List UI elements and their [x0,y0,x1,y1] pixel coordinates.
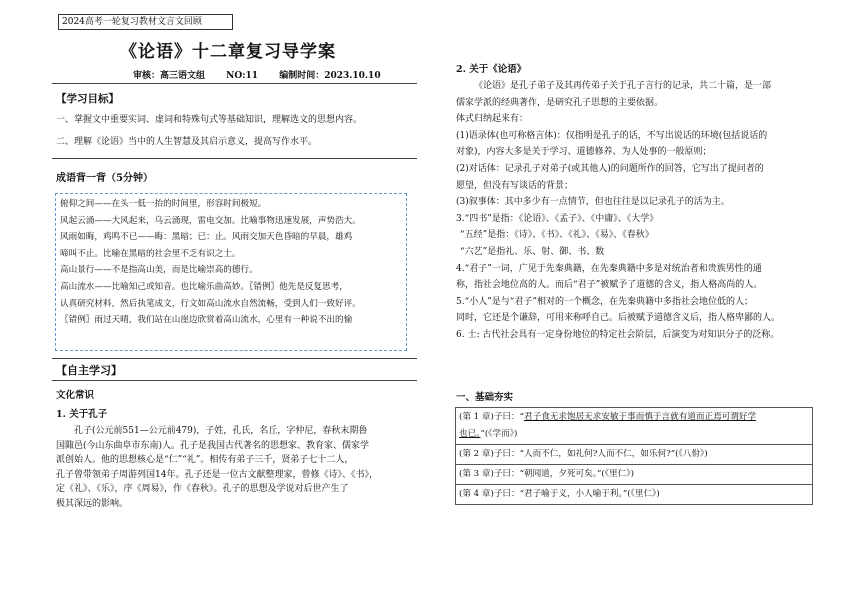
culture-heading: 文化常识 [56,390,95,401]
page-title: 《论语》十二章复习导学案 [120,42,336,62]
goals-rule [52,158,417,159]
reviewer: 审核：高三语文组 [133,71,206,81]
goal-1: 一、掌握文中重要实词、虚词和特殊句式等基础知识，理解选文的思想内容。 [56,115,363,125]
table-row [456,465,813,485]
idiom-line: 啼叫不止。比喻在黑暗的社会里不乏有识之士。 [60,248,241,259]
idiom-box [55,193,407,351]
idiom-line: 高山流水——比喻知己或知音。也比喻乐曲高妙。〖错例〗他先是反复思考， [60,281,348,292]
idiom-line: 〖错例〗雨过天晴，我们站在山崖边欣赏着高山流水，心里有一种说不出的愉 [60,315,353,326]
idiom-line: 认真研究材料，然后执笔成文，行文如高山流水自然流畅，受到人们一致好评。 [60,298,361,309]
self-rule-top [52,358,417,359]
goals-heading: 【学习目标】 [56,93,119,105]
lunyu-paragraphs: 《论语》是孔子弟子及其再传弟子关于孔子言行的记录，共二十篇，是一部 儒家学派的经典著作，是研究孔子思想的主要依据。 体式归纳起来有： (1)语录体(也可称格言体)：仅指明是孔子的话，不写出说话的环境(包括说话的 对象)，内容大多是关于学习、道德修养、为人处事的一般原则； (2)对话体：记录孔子对弟子(或其他人)的问题所作的回答，它写出了提问者的 愿望，但没有写谈话的背景； (3)叙事体：其中多少有一点情节，但也往往是以记录孔子的活为主。 3.“四书”是指：《论语》、《孟子》、《中庸》、《大学》 “五经”是指：《诗》、《书》、《礼》、《易》、《春秋》 “六艺”是指礼、乐、射、御、书、数 4.“君子”一词，广见于先秦典籍，在先秦典籍中多是对统治者和贵族男性的通 称，指社会地位高的人。而后“君子”被赋予了道德的含义，指人格高尚的人。 5.“小人”是与“君子”相对的一个概念，在先秦典籍中多指社会地位低的人； 同时，它还是个谦辞，可用来称呼自己。后被赋予道德含义后，指人格卑鄙的人。 6. 士: 古代社会具有一定身份地位的特定社会阶层，后演变为对知识分子的泛称。 [456,81,781,340]
title-rule [52,83,417,84]
goal-2: 二、理解《论语》当中的人生智慧及其启示意义，提高写作水平。 [56,137,318,147]
analects-table [455,407,813,505]
idiom-heading: 成语背一背（5分钟） [56,173,153,184]
doc-number: NO:11 [226,71,259,81]
self-rule-bottom [52,380,417,381]
table-cell: (第 1 章)子曰：“君子食无求饱居无求安敏于事而慎于言就有道而正焉可谓好学 也已。”(《学而》) [456,408,813,445]
series-tag: 2024高考一轮复习教材文言文回顾 [58,14,233,30]
idiom-line: 风雨如晦，鸡鸣不已——晦：黑暗；已：止。风雨交加天色昏暗的早晨，雄鸡 [60,232,353,243]
about-confucius-heading: 1. 关于孔子 [56,409,108,420]
compile-date: 编制时间：2023.10.10 [279,71,381,81]
self-study-heading: 【自主学习】 [56,364,122,377]
confucius-paragraph: 孔子(公元前551—公元前479)，子姓，孔氏，名丘，字仲尼，春秋末期鲁 国陬邑(今山东曲阜市东南)人。孔子是我国古代著名的思想家、教育家、儒家学 派创始人。他的思想核心是“仁”“礼”。相传有弟子三千，贤弟子七十二人， 孔子曾带领弟子周游列国14年。孔子还是一位古文献整理家，曾修《诗》、《书》， 定《礼》、《乐》，序《周易》，作《春秋》。孔子的思想及学说对后世产生了 极其深远的影响。 [56,426,378,509]
basics-heading: 一、基础夯实 [456,392,514,403]
table-row [456,445,813,465]
about-lunyu-heading: 2. 关于《论语》 [456,64,527,75]
table-row [456,408,813,445]
meta-line [133,68,399,81]
idiom-line: 高山景行——不是指高山美，而是比喻崇高的德行。 [60,265,258,276]
idiom-line: 俯仰之间——在头一低一抬的时间里，形容时间极短。 [60,199,267,209]
blank-sentence: 君子食无求饱居无求安敏于事而慎于言就有道而正焉可谓好学 [524,412,757,422]
table-cell: (第 4 章)子曰：“君子喻于义，小人喻于利。”(《里仁》) [456,485,813,505]
table-cell: (第 3 章)子曰：“朝闻道，夕死可矣。”(《里仁》) [456,465,813,485]
table-cell: (第 2 章)子曰：“人而不仁，如礼何?人而不仁，如乐何?”(《八佾》) [456,445,813,465]
idiom-line: 风起云涌——大风起来，乌云涌现，雷电交加。比喻事物迅速发展，声势浩大。 [60,215,361,226]
table-row [456,485,813,505]
